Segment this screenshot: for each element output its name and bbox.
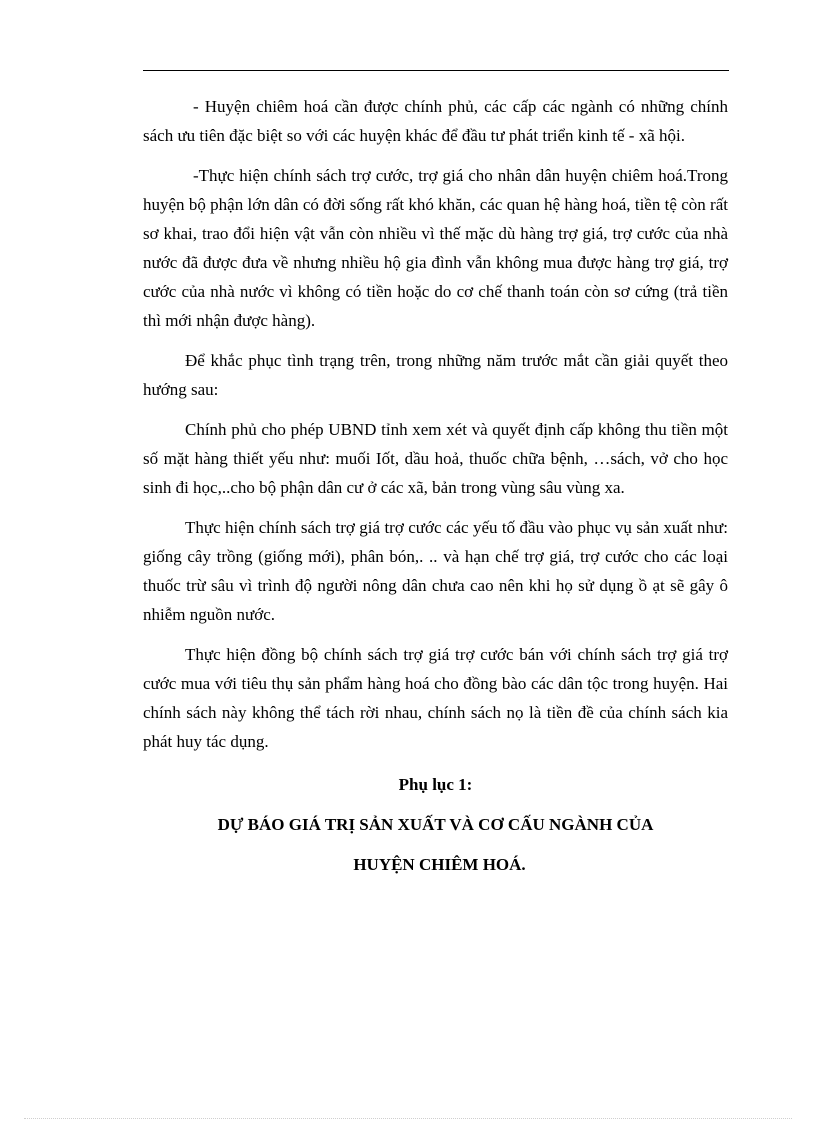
paragraph-solution-intro: Để khắc phục tình trạng trên, trong những năm trước mắt cần giải quyết theo hướng sau: <box>143 351 728 399</box>
appendix-title-line-1: DỰ BÁO GIÁ TRỊ SẢN XUẤT VÀ CƠ CẤU NGÀNH CỦA <box>217 815 654 834</box>
page-bottom-border <box>24 1118 792 1119</box>
document-body <box>143 92 728 879</box>
paragraph-subsidy-policy: -Thực hiện chính sách trợ cước, trợ giá cho nhân dân huyện chiêm hoá.Trong huyện bộ phận lớn dân có đời sống rất khó khăn, các quan hệ hàng hoá, tiền tệ còn rất sơ khai, trao đổi hiện vật vẫn còn nhiều vì thế mặc dù hàng trợ giá, trợ cước của nhà nước đã được đưa về nhưng nhiều hộ gia đình vẫn không mua được hàng trợ giá, trợ cước của nhà nước vì không có tiền hoặc do cơ chế thanh toán còn sơ cứng (trả tiền thì mới nhận được hàng). <box>143 166 728 330</box>
paragraph-input-subsidy: Thực hiện chính sách trợ giá trợ cước các yếu tố đầu vào phục vụ sản xuất như: giống cây trồng (giống mới), phân bón,. .. và hạn chế trợ giá, trợ cước cho các loại thuốc trừ sâu vì trình độ người nông dân chưa cao nên khi họ sử dụng ồ ạt sẽ gây ô nhiễm nguồn nước. <box>143 518 728 624</box>
appendix-title-line-2: HUYỆN CHIÊM HOÁ. <box>353 855 526 874</box>
paragraph-sync-policy: Thực hiện đồng bộ chính sách trợ giá trợ cước bán với chính sách trợ giá trợ cước mua với tiêu thụ sản phẩm hàng hoá cho đồng bào các dân tộc trong huyện. Hai chính sách này không thể tách rời nhau, chính sách nọ là tiền đề của chính sách kia phát huy tác dụng. <box>143 645 728 751</box>
appendix-label: Phụ lục 1: <box>398 775 473 794</box>
paragraph-priority-policy: - Huyện chiêm hoá cần được chính phủ, các cấp các ngành có những chính sách ưu tiên đặc biệt so với các huyện khác để đầu tư phát triển kinh tế - xã hội. <box>143 97 728 145</box>
paragraph-free-goods: Chính phủ cho phép UBND tỉnh xem xét và quyết định cấp không thu tiền một số mặt hàng thiết yếu như: muối Iốt, dầu hoả, thuốc chữa bệnh, …sách, vở cho học sinh đi học,..cho bộ phận dân cư ở các xã, bản trong vùng sâu vùng xa. <box>143 420 728 497</box>
header-rule <box>143 70 729 71</box>
